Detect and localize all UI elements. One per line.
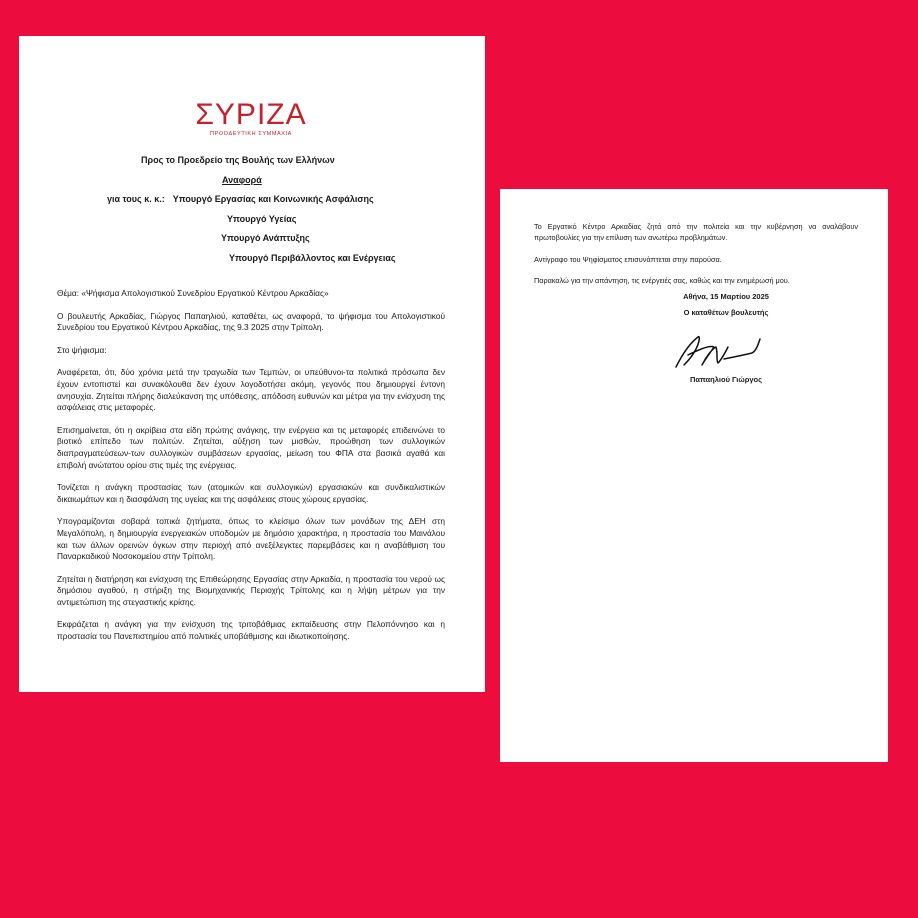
document-page-2 bbox=[500, 189, 888, 762]
signatory-name: Παπαηλιού Γιώργος bbox=[689, 375, 762, 385]
ministry-3: Υπουργό Ανάπτυξης bbox=[221, 233, 310, 243]
logo-wordmark: ΣΥΡΙΖΑ bbox=[195, 98, 307, 131]
for-label: για τους κ. κ.: bbox=[107, 194, 165, 204]
ministry-1: Υπουργό Εργασίας και Κοινωνικής Ασφάλισης bbox=[172, 194, 374, 204]
paragraph: Ο βουλευτής Αρκαδίας, Γιώργος Παπαηλιού, καταθέτει, ως αναφορά, το ψήφισμα του Απολογιστικού Συνεδρίου του Εργατικού Κέντρου Αρκαδίας, της 9.3 2025 στην Τρίπολη. bbox=[57, 310, 445, 333]
signatory-role: Ο καταθέτων βουλευτής bbox=[683, 308, 769, 318]
paragraph: Στο ψήφισμα: bbox=[57, 344, 107, 355]
party-logo bbox=[57, 100, 445, 137]
ministry-4: Υπουργό Περιβάλλοντος και Ενέργειας bbox=[229, 252, 396, 263]
paragraph: Το Εργατικό Κέντρο Αρκαδίας ζητά από την πολιτεία και την κυβέρνηση να αναλάβουν πρωτοβουλίες για την επίλυση των ανωτέρω προβλημάτων. bbox=[534, 222, 858, 242]
paragraph: Υπογραμίζονται σοβαρά τοπικά ζητήματα, όπως το κλείσιμο όλων των μονάδων της ΔΕΗ στη Μεγαλόπολη, η δημιουργία ενεργειακών υποδομών με δημόσιο χαρακτήρα, η προστασία του Μαινάλου και των άλλων ορεινών όγκων στην περιοχή από ανεξέλεγκτες παρεμβάσεις και η αναβάθμιση του Παναρκαδικού Νοσοκομείου στην Τρίπολη. bbox=[57, 516, 445, 562]
address-block bbox=[57, 151, 445, 268]
ministry-line bbox=[57, 190, 445, 210]
document-type: Αναφορά bbox=[222, 174, 262, 185]
paragraph: Παρακαλώ για την απάντηση, τις ενέργειές σας, καθώς και την ενημέρωσή μου. bbox=[534, 276, 790, 286]
subject-line: Θέμα: «Ψήφισμα Απολογιστικού Συνεδρίου Εργατικού Κέντρου Αρκαδίας» bbox=[57, 288, 329, 298]
page1-body bbox=[57, 288, 445, 643]
page2-body bbox=[534, 222, 858, 287]
paragraph: Ζητείται η διατήρηση και ενίσχυση της Επιθεώρησης Εργασίας στην Αρκαδία, η προστασία του νερού ως δημόσιου αγαθού, η στήριξη της Βιομηχανικής Περιοχής Τρίπολης και η λήψη μέτρων για την αντιμετώπιση της στεγαστικής κρίσης. bbox=[57, 573, 445, 607]
document-page-1 bbox=[19, 36, 485, 692]
paragraph: Αντίγραφο του Ψηφίσματος επισυνάπτεται στην παρούσα. bbox=[534, 254, 722, 264]
paragraph: Επισημαίνεται, ότι η ακρίβεια στα είδη πρώτης ανάγκης, την ενέργεια και τις μεταφορές επιδεινώνει το βιοτικό επίπεδο των πολιτών. Ζητείται, αύξηση των μισθών, προώθηση των συλλογικών διαπραγματεύσεων-των συλλογικών συμβάσεων εργασίας, μείωση του ΦΠΑ στα βασικά αγαθά και επιβολή ανώτατου ορίου στις τιμές της ενέργειας. bbox=[57, 424, 445, 470]
signature-image bbox=[670, 331, 774, 373]
paragraph: Αναφέρεται, ότι, δύο χρόνια μετά την τραγωδία των Τεμπών, οι υπεύθυνοι-τα πολιτικά πρόσωπα δεν έχουν εντοπιστεί και συνακόλουθα δεν έχουν λογοδοτήσει ακόμη, γεγονός που δημιουργεί έντονη ανησυχία. Ζητείται πλήρης διαλεύκανση της υπόθεσης, απόδοση ευθυνών και μέτρα για την ενίσχυση της ασφάλειας στις μεταφορές. bbox=[57, 367, 445, 413]
recipient-line: Προς το Προεδρείο της Βουλής των Ελλήνων bbox=[141, 155, 335, 165]
ministry-2: Υπουργό Υγείας bbox=[227, 213, 297, 224]
logo-subtitle: ΠΡΟΟΔΕΥΤΙΚΗ ΣΥΜΜΑΧΙΑ bbox=[210, 131, 292, 137]
paragraph: Τονίζεται η ανάγκη προστασίας των (ατομικών και συλλογικών) εργασιακών και συνδικαλιστικών δικαιωμάτων και η διασφάλιση της υγείας και της ασφάλειας στους χώρους εργασίας. bbox=[57, 482, 445, 504]
place-date: Αθήνα, 15 Μαρτίου 2025 bbox=[683, 292, 769, 302]
paragraph: Εκφράζεται η ανάγκη για την ενίσχυση της τριτοβάθμιας εκπαίδευσης στην Πελοπόννησο και η προστασία του Πανεπιστημίου από πολιτικές υποβάθμισης και ιδιωτικοποίησης. bbox=[57, 619, 445, 642]
